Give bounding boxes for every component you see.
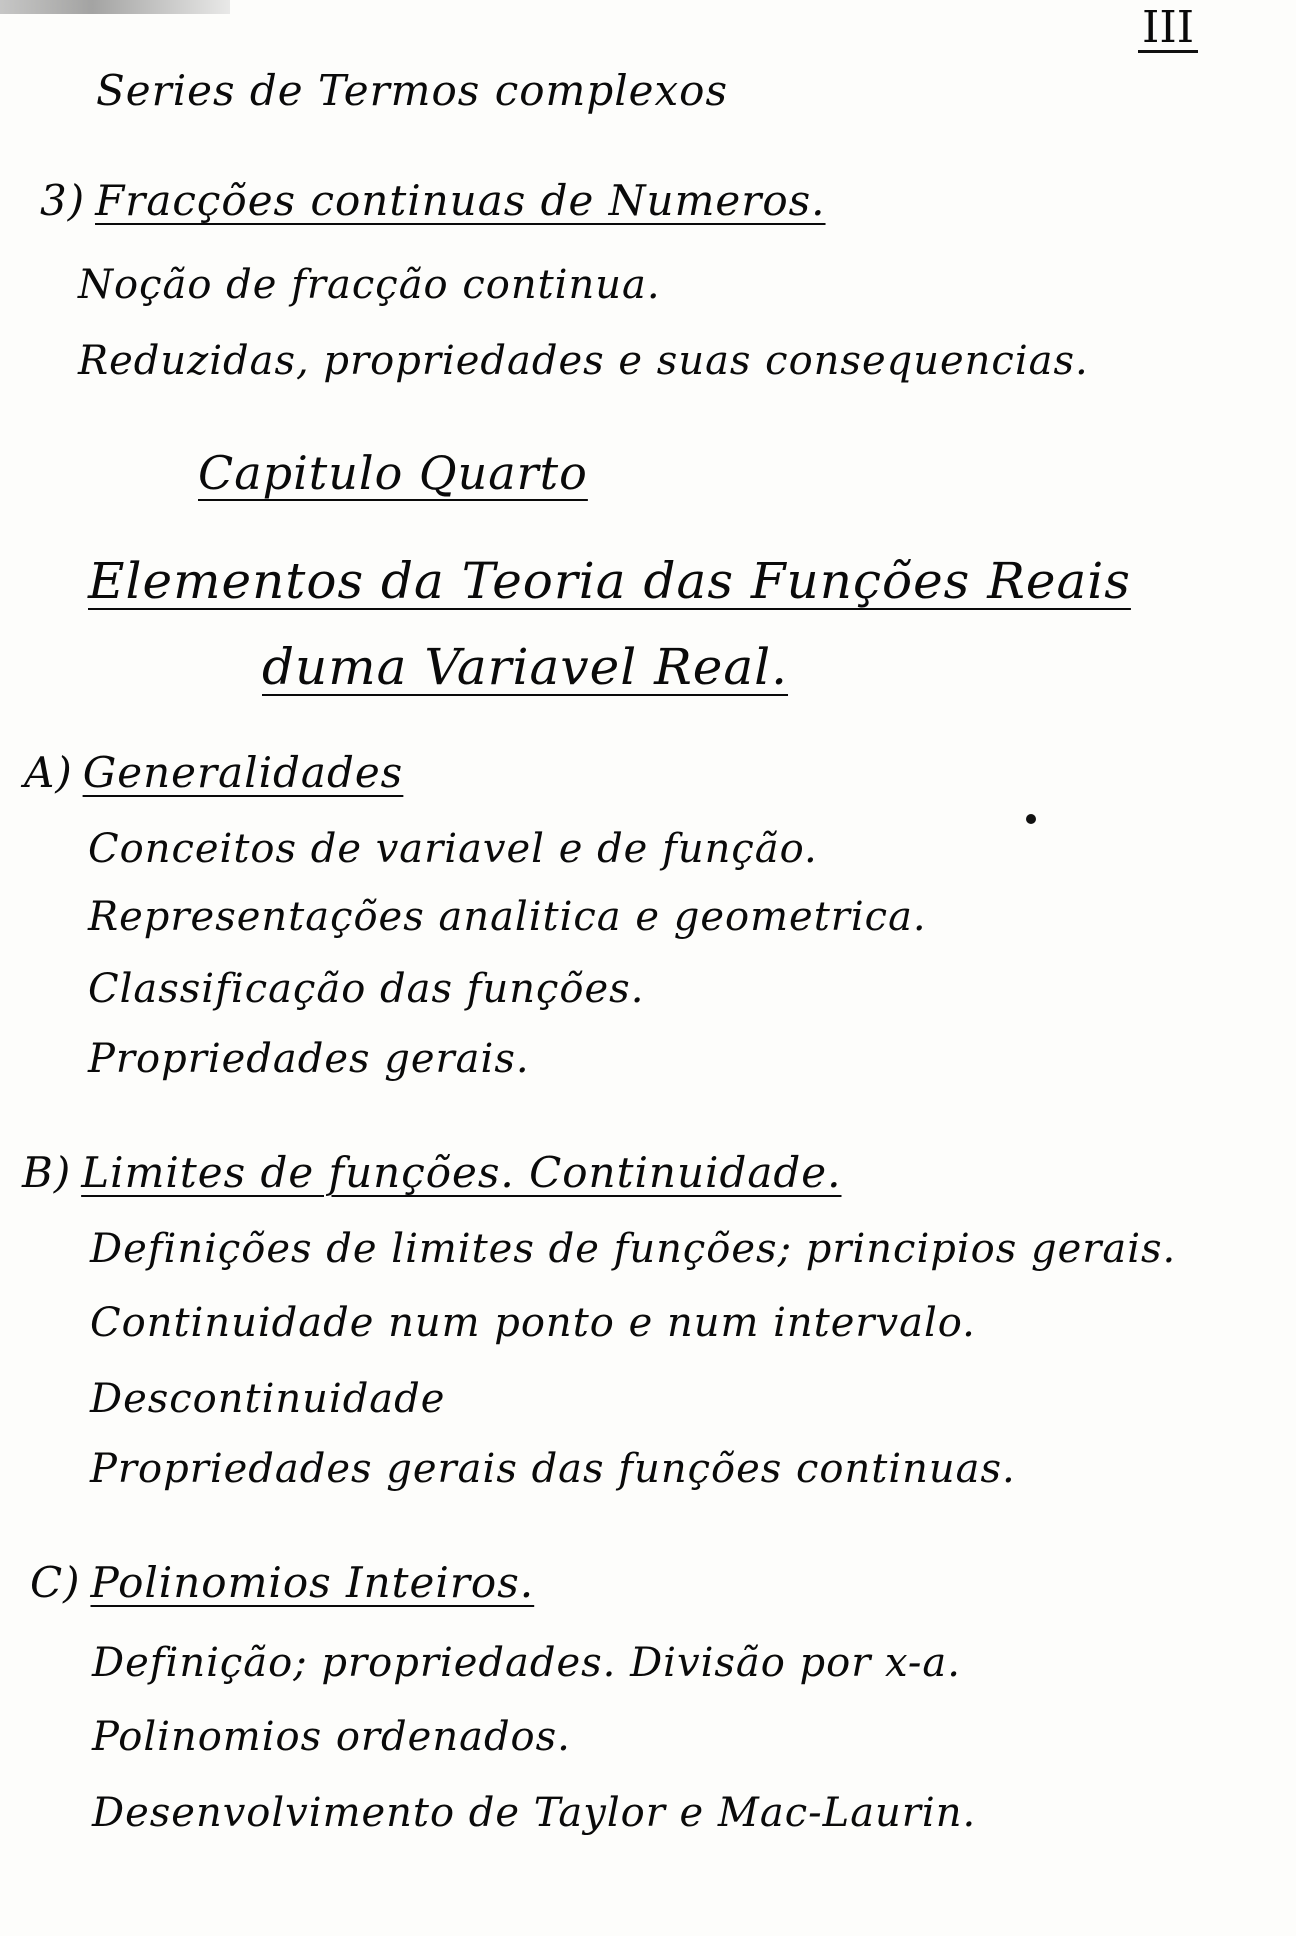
section-a-item-1: Conceitos de variavel e de função. [88, 826, 818, 872]
chapter-label: Capitulo Quarto [198, 446, 588, 500]
section-b-marker: B) [22, 1148, 72, 1197]
section-c-item-2: Polinomios ordenados. [92, 1714, 571, 1760]
chapter-title-line-1: Elementos da Teoria das Funções Reais [88, 552, 1131, 610]
section-a-item-3: Classificação das funções. [88, 966, 645, 1012]
section-a-title: Generalidades [82, 748, 404, 797]
section-3-title: Fracções continuas de Numeros. [95, 176, 826, 225]
section-b-heading [22, 1148, 841, 1197]
chapter-title-line-2: duma Variavel Real. [262, 638, 789, 696]
section-b-item-4: Propriedades gerais das funções continuas. [90, 1446, 1016, 1492]
ink-dot [1026, 814, 1036, 824]
continuation-heading: Series de Termos complexos [96, 66, 729, 115]
section-a-item-4: Propriedades gerais. [88, 1036, 530, 1082]
section-b-item-3: Descontinuidade [90, 1376, 446, 1422]
section-b-item-1: Definições de limites de funções; principios gerais. [90, 1226, 1177, 1272]
section-c-item-1: Definição; propriedades. Divisão por x-a. [92, 1640, 961, 1686]
section-b-title: Limites de funções. Continuidade. [81, 1148, 842, 1197]
section-a-marker: A) [24, 748, 73, 797]
section-3-marker: 3) [40, 176, 86, 225]
section-c-heading [30, 1558, 534, 1607]
scan-smudge [0, 0, 230, 14]
section-3-item-1: Noção de fracção continua. [78, 262, 661, 308]
page-number: III [1138, 6, 1198, 53]
section-3-item-2: Reduzidas, propriedades e suas consequencias. [78, 338, 1089, 384]
section-3-heading [40, 176, 826, 225]
section-c-item-3: Desenvolvimento de Taylor e Mac-Laurin. [92, 1790, 977, 1836]
section-c-marker: C) [30, 1558, 81, 1607]
section-a-item-2: Representações analitica e geometrica. [88, 894, 927, 940]
section-c-title: Polinomios Inteiros. [90, 1558, 535, 1607]
section-b-item-2: Continuidade num ponto e num intervalo. [90, 1300, 976, 1346]
section-a-heading [24, 748, 403, 797]
